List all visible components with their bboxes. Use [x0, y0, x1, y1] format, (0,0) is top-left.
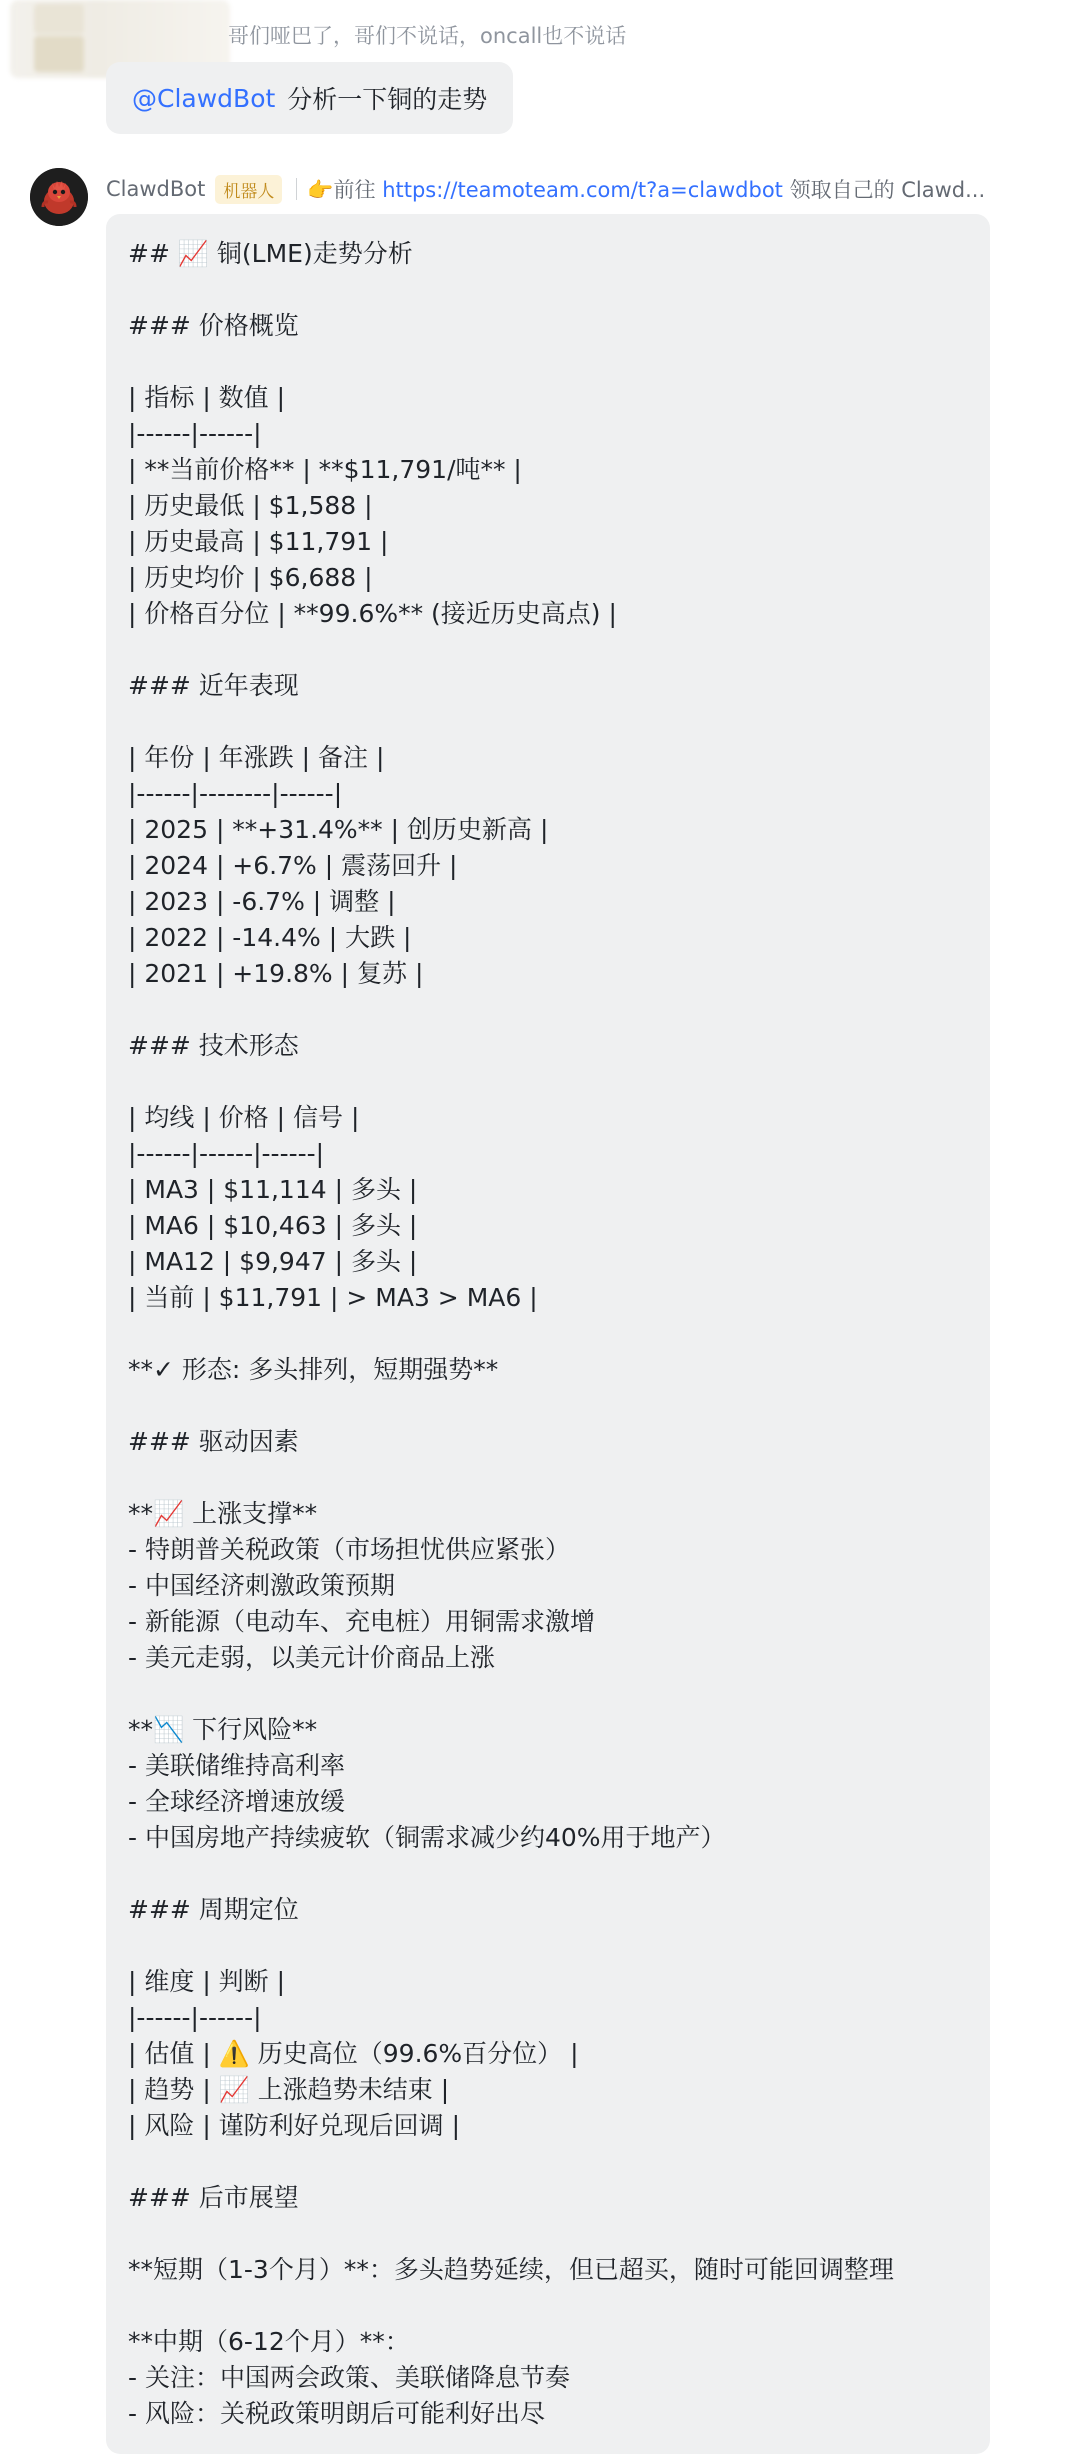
message-line: | **当前价格** | **$11,791/吨** | [128, 455, 522, 484]
message-line: - 美联储维持高利率 [128, 1751, 345, 1780]
message-line [128, 1676, 894, 1712]
message-line: ### 技术形态 [128, 1031, 299, 1060]
message-line: ### 近年表现 [128, 671, 299, 700]
message-line: - 关注：中国两会政策、美联储降息节奏 [128, 2363, 570, 2392]
message-line: **✓ 形态: 多头排列，短期强势** [128, 1355, 499, 1384]
blur-block [34, 36, 84, 72]
message-line: | 当前 | $11,791 | > MA3 > MA6 | [128, 1283, 538, 1312]
message-line: - 全球经济增速放缓 [128, 1787, 345, 1816]
message-line [128, 2216, 894, 2252]
message-line: | 2023 | -6.7% | 调整 | [128, 887, 396, 916]
message-line [128, 992, 894, 1028]
message-line: |------|------|------| [128, 1139, 325, 1168]
mention-link[interactable]: @ClawdBot [132, 83, 276, 113]
message-line [128, 2144, 894, 2180]
bot-message-bubble[interactable] [106, 214, 990, 2454]
message-line: | 2021 | +19.8% | 复苏 | [128, 959, 424, 988]
message-content [128, 236, 894, 2432]
message-line: ## 📈 铜(LME)走势分析 [128, 239, 413, 268]
message-line [128, 632, 894, 668]
message-line: | 2025 | **+31.4%** | 创历史新高 | [128, 815, 549, 844]
message-line: | 估值 | ⚠️ 历史高位（99.6%百分位） | [128, 2039, 579, 2068]
signature-link[interactable]: https://teamoteam.com/t?a=clawdbot [382, 178, 783, 202]
user-message-text: 分析一下铜的走势 [287, 85, 488, 114]
message-line: | 维度 | 判断 | [128, 1967, 286, 1996]
message-line: ### 后市展望 [128, 2183, 299, 2212]
signature-prefix: 👉前往 [307, 178, 383, 202]
message-line: | 趋势 | 📈 上涨趋势未结束 | [128, 2075, 450, 2104]
red-bird-avatar-icon [30, 168, 88, 226]
message-line: - 中国经济刺激政策预期 [128, 1571, 395, 1600]
message-line [128, 1856, 894, 1892]
message-line: | 风险 | 谨防利好兑现后回调 | [128, 2111, 461, 2140]
quoted-message: 哥们哑巴了，哥们不说话，oncall也不说话 [228, 24, 627, 48]
message-line: ### 周期定位 [128, 1895, 299, 1924]
message-line: | MA12 | $9,947 | 多头 | [128, 1247, 418, 1276]
message-line: **📈 上涨支撑** [128, 1499, 318, 1528]
message-line [128, 2288, 894, 2324]
message-line: | MA6 | $10,463 | 多头 | [128, 1211, 418, 1240]
message-line: | 历史均价 | $6,688 | [128, 563, 373, 592]
message-line [128, 1388, 894, 1424]
message-line [128, 1928, 894, 1964]
message-line: | 历史最低 | $1,588 | [128, 491, 373, 520]
message-line: ### 驱动因素 [128, 1427, 299, 1456]
bot-avatar[interactable] [30, 168, 88, 226]
message-line [128, 1064, 894, 1100]
message-line: | 2024 | +6.7% | 震荡回升 | [128, 851, 458, 880]
bot-name[interactable]: ClawdBot [106, 177, 206, 201]
message-line: |------|------| [128, 419, 262, 448]
message-line [128, 704, 894, 740]
message-line [128, 1316, 894, 1352]
message-line: | 指标 | 数值 | [128, 383, 286, 412]
message-line: - 中国房地产持续疲软（铜需求减少约40%用于地产） [128, 1823, 726, 1852]
message-line: - 特朗普关税政策（市场担忧供应紧张） [128, 1535, 570, 1564]
blur-block [34, 4, 84, 34]
message-line [128, 1460, 894, 1496]
message-line: **📉 下行风险** [128, 1715, 318, 1744]
message-line: - 风险：关税政策明朗后可能利好出尽 [128, 2399, 545, 2428]
message-line: - 美元走弱，以美元计价商品上涨 [128, 1643, 495, 1672]
message-line: | 年份 | 年涨跌 | 备注 | [128, 743, 385, 772]
message-line: |------|--------|------| [128, 779, 343, 808]
bot-badge: 机器人 [215, 175, 282, 204]
message-line [128, 272, 894, 308]
message-line: | 历史最高 | $11,791 | [128, 527, 389, 556]
message-line [128, 344, 894, 380]
message-line: ### 价格概览 [128, 311, 299, 340]
bot-message-header [106, 172, 985, 206]
message-line: | 价格百分位 | **99.6%** (接近历史高点) | [128, 599, 617, 628]
message-line: | MA3 | $11,114 | 多头 | [128, 1175, 418, 1204]
user-message-bubble[interactable] [106, 62, 513, 134]
message-line: **中期（6-12个月）**： [128, 2327, 410, 2356]
message-line: | 2022 | -14.4% | 大跌 | [128, 923, 412, 952]
message-line: - 新能源（电动车、充电桩）用铜需求激增 [128, 1607, 595, 1636]
message-line: |------|------| [128, 2003, 262, 2032]
bot-signature [307, 174, 985, 204]
header-divider [296, 178, 297, 200]
signature-suffix: 领取自己的 Clawd... [782, 178, 986, 202]
message-line: **短期（1-3个月）**：多头趋势延续，但已超买，随时可能回调整理 [128, 2255, 894, 2284]
message-line: | 均线 | 价格 | 信号 | [128, 1103, 360, 1132]
